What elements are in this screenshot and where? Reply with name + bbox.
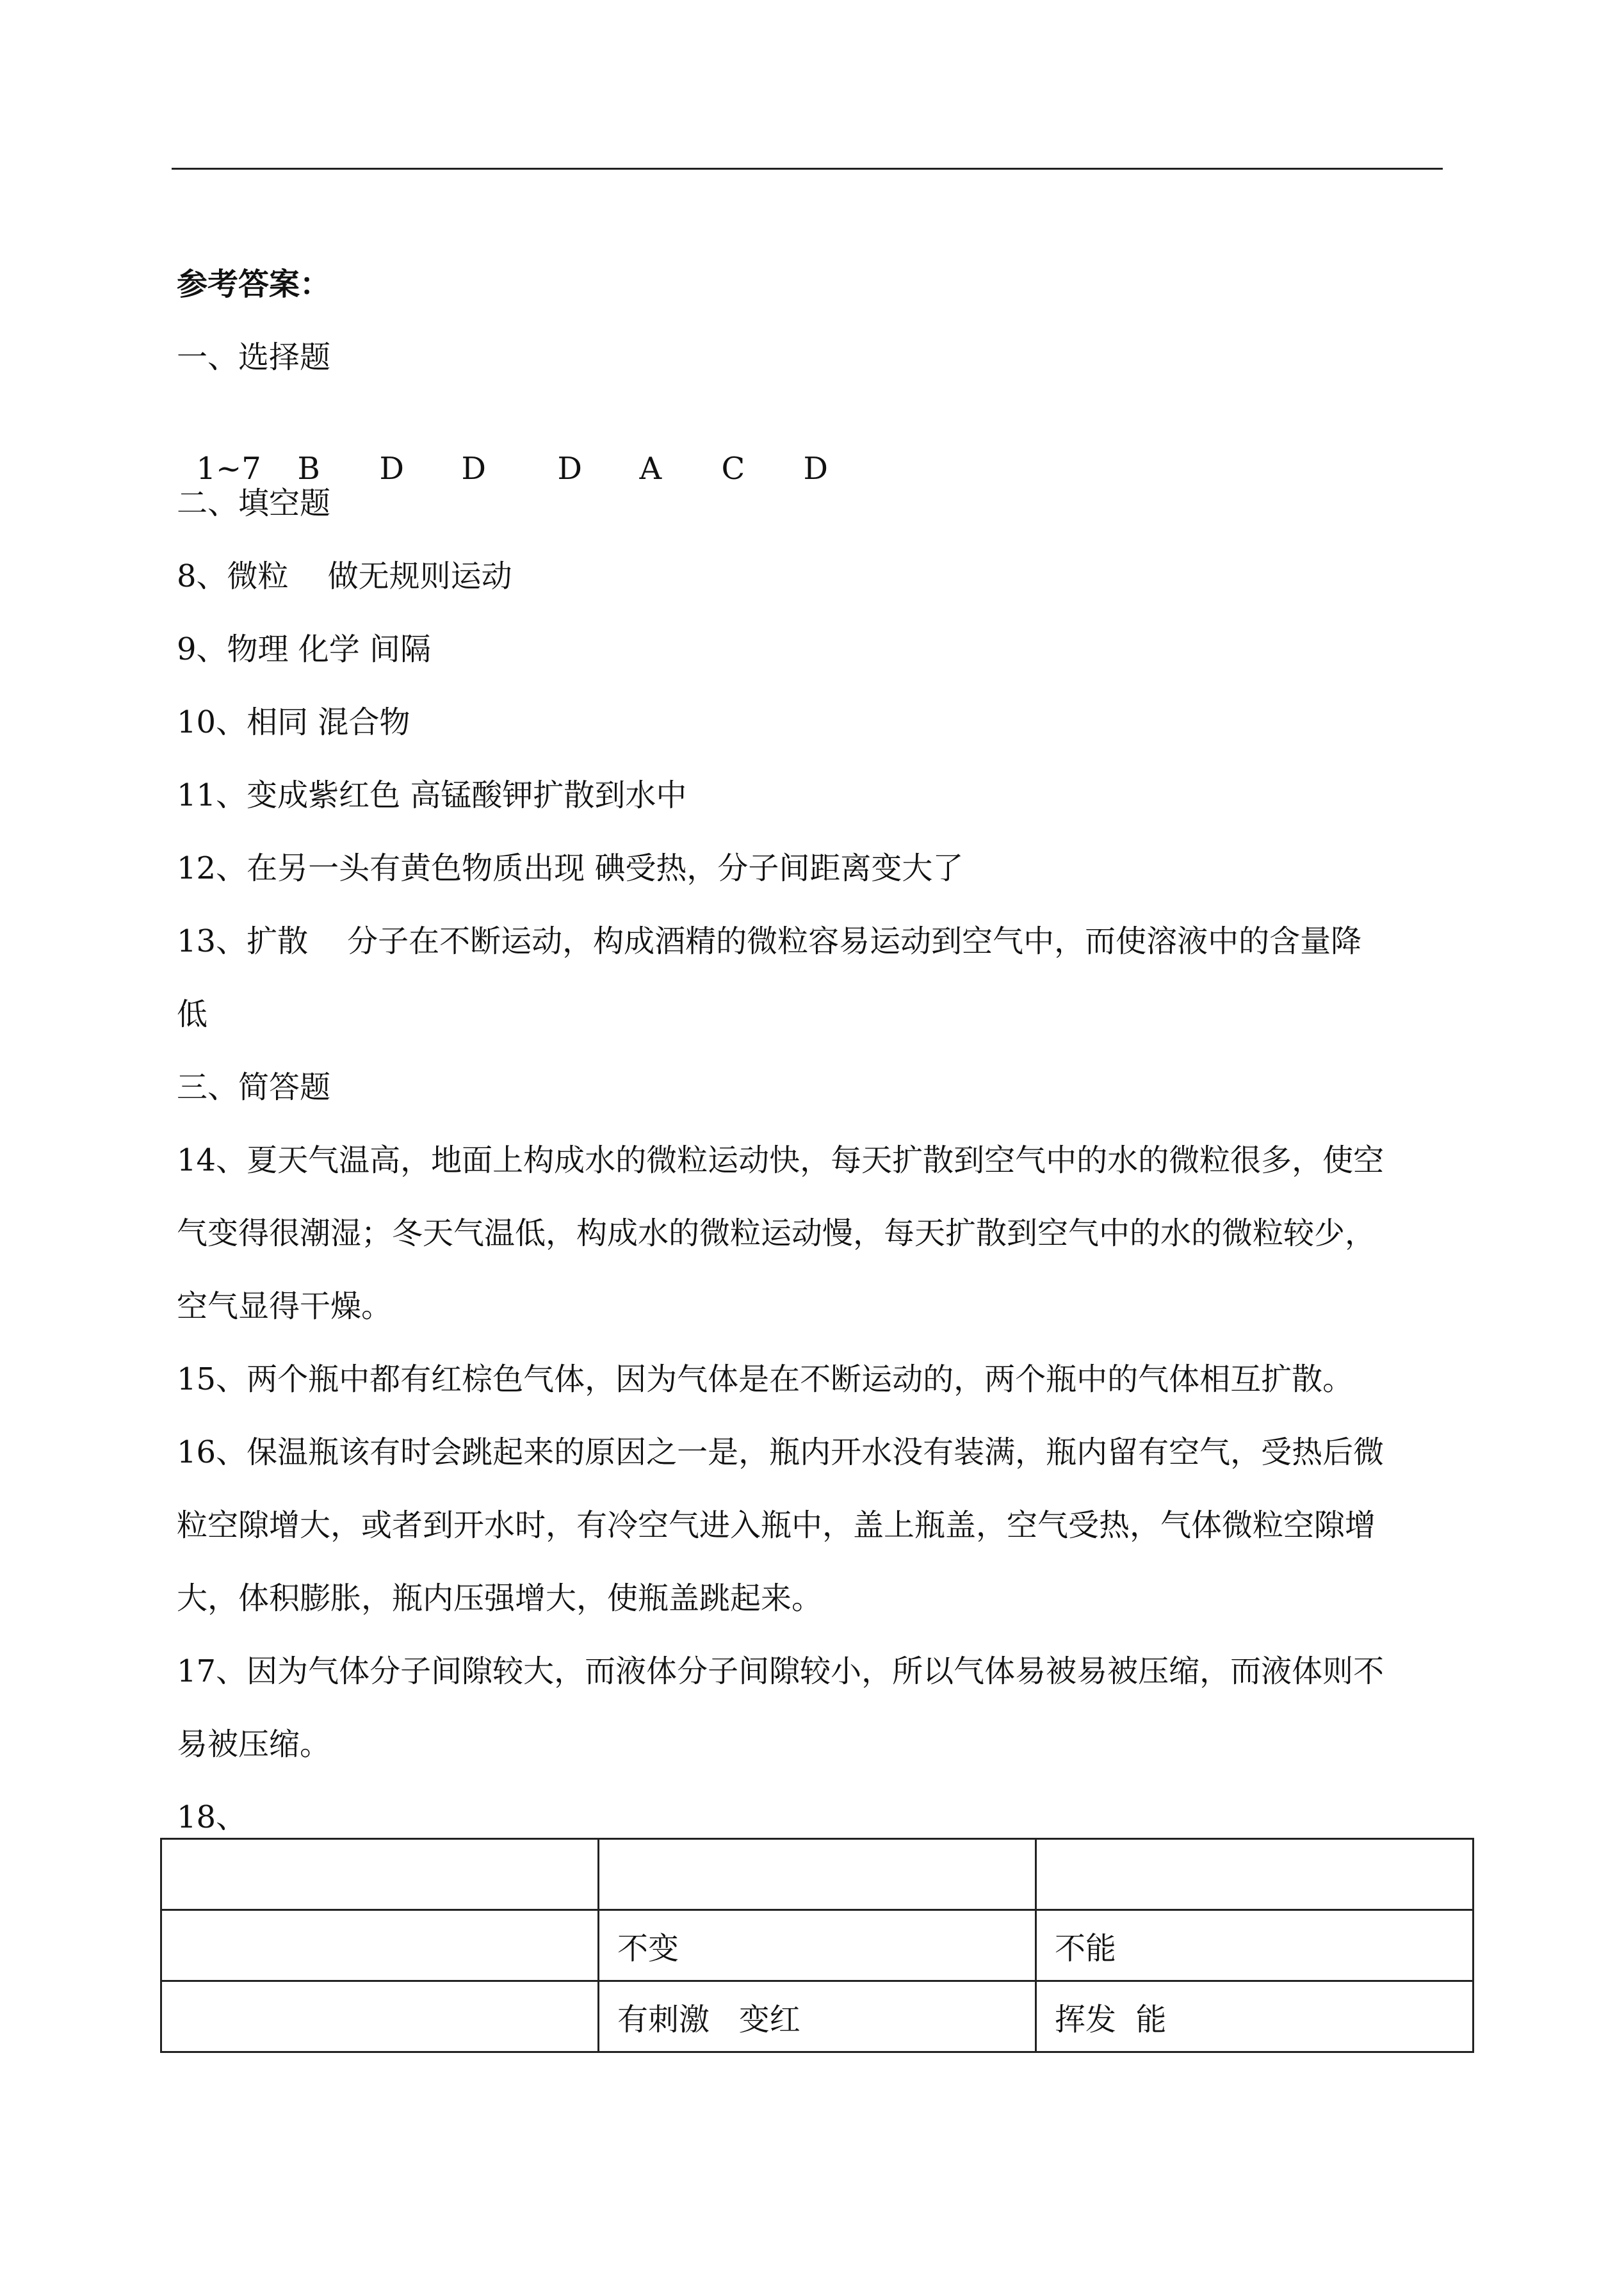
table-cell xyxy=(161,1981,599,2052)
table-cell xyxy=(1036,1839,1474,1910)
choice-answers xyxy=(177,411,828,488)
table-row xyxy=(161,1910,1474,1981)
table-cell: 有刺激 变红 xyxy=(599,1981,1036,2052)
answer-16-line1: 16、保温瓶该有时会跳起来的原因之一是，瓶内开水没有装满，瓶内留有空气，受热后微 xyxy=(177,1434,1384,1470)
table-cell: 不变 xyxy=(599,1910,1036,1981)
answer-10: 10、相同 混合物 xyxy=(177,704,410,740)
choice-answer: D xyxy=(461,451,486,487)
answer-16-line3: 大，体积膨胀，瓶内压强增大，使瓶盖跳起来。 xyxy=(177,1580,823,1616)
answer-18-label: 18、 xyxy=(177,1799,247,1835)
answer-18-table xyxy=(160,1838,1474,2053)
answer-14-line3: 空气显得干燥。 xyxy=(177,1288,393,1324)
table-cell xyxy=(599,1839,1036,1910)
choice-range: 1~7 xyxy=(196,451,261,487)
table-cell: 挥发 能 xyxy=(1036,1981,1474,2052)
answer-8: 8、微粒 做无规则运动 xyxy=(177,558,512,594)
answer-15: 15、两个瓶中都有红棕色气体，因为气体是在不断运动的，两个瓶中的气体相互扩散。 xyxy=(177,1361,1354,1397)
answer-11: 11、变成紫红色 高锰酸钾扩散到水中 xyxy=(177,777,687,813)
table-row xyxy=(161,1839,1474,1910)
choice-answer: D xyxy=(803,451,828,487)
answer-14-line1: 14、夏天气温高，地面上构成水的微粒运动快，每天扩散到空气中的水的微粒很多，使空 xyxy=(177,1142,1384,1178)
table-cell xyxy=(161,1910,599,1981)
answer-heading: 参考答案： xyxy=(177,266,331,302)
answer-16-line2: 粒空隙增大，或者到开水时，有冷空气进入瓶中，盖上瓶盖，空气受热，气体微粒空隙增 xyxy=(177,1507,1376,1543)
answer-13-line2: 低 xyxy=(177,996,208,1032)
table-cell: 不能 xyxy=(1036,1910,1474,1981)
choice-answer: A xyxy=(639,451,662,487)
table-cell xyxy=(161,1839,599,1910)
section-short: 三、简答题 xyxy=(177,1069,331,1105)
table-row xyxy=(161,1981,1474,2052)
header-rule xyxy=(172,168,1443,170)
answer-9: 9、物理 化学 间隔 xyxy=(177,631,432,667)
choice-answer: D xyxy=(557,451,582,487)
answer-12: 12、在另一头有黄色物质出现 碘受热，分子间距离变大了 xyxy=(177,850,964,886)
section-choice: 一、选择题 xyxy=(177,339,331,375)
choice-answer: B xyxy=(297,451,320,487)
choice-answer: D xyxy=(379,451,404,487)
section-fill: 二、填空题 xyxy=(177,485,331,521)
answer-14-line2: 气变得很潮湿；冬天气温低，构成水的微粒运动慢，每天扩散到空气中的水的微粒较少， xyxy=(177,1215,1376,1251)
answer-13-line1: 13、扩散 分子在不断运动，构成酒精的微粒容易运动到空气中，而使溶液中的含量降 xyxy=(177,923,1362,959)
answer-17-line2: 易被压缩。 xyxy=(177,1726,331,1762)
answer-17-line1: 17、因为气体分子间隙较大，而液体分子间隙较小，所以气体易被易被压缩，而液体则不 xyxy=(177,1653,1384,1689)
choice-answer: C xyxy=(721,451,745,487)
